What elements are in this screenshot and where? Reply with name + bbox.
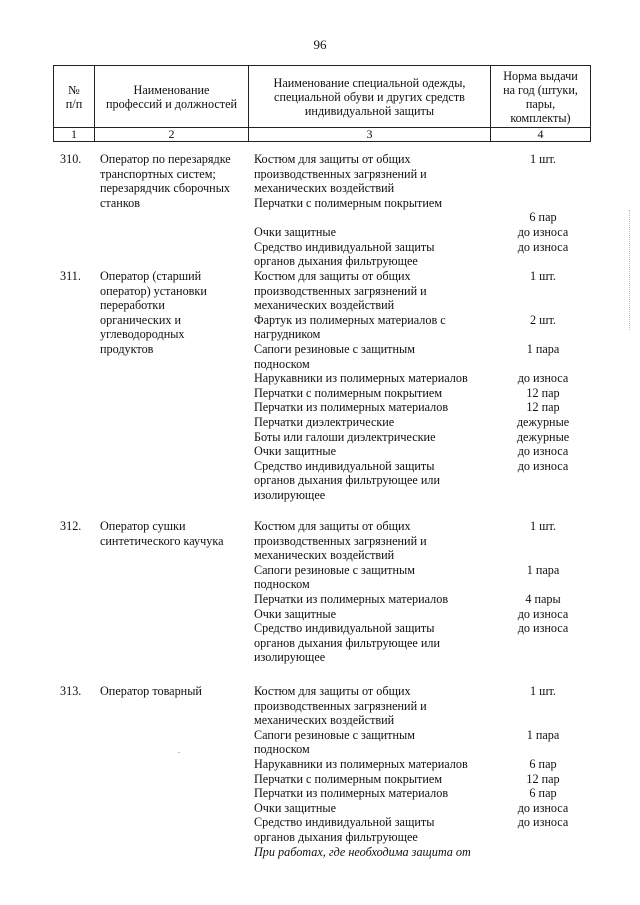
issue-norm — [500, 400, 586, 415]
profession-line: углеводородных — [100, 327, 185, 342]
column-number-4: 4 — [491, 128, 591, 142]
issue-norm-line: 12 пар — [526, 385, 560, 400]
equipment-item — [254, 772, 494, 787]
equipment-name-line: Сапоги резиновые с защитным — [254, 562, 415, 577]
issue-norm — [500, 684, 586, 699]
header-text-line: на год (штуки, — [503, 82, 578, 97]
header-col-equipment — [249, 66, 491, 128]
equipment-item — [254, 196, 494, 211]
issue-norm — [500, 430, 586, 445]
profession-line: синтетического каучука — [100, 533, 224, 548]
issue-norm — [500, 342, 586, 357]
profession-name — [100, 519, 250, 548]
entry-number: 312. — [60, 519, 82, 533]
equipment-name-line: производственных загрязнений и — [254, 698, 427, 713]
equipment-item — [254, 801, 494, 816]
profession-line: Оператор по перезарядке — [100, 152, 231, 166]
issue-norm-line: до износа — [517, 815, 569, 830]
equipment-item — [254, 592, 494, 607]
equipment-name-line: органов дыхания фильтрующее — [254, 254, 418, 269]
equipment-item — [254, 519, 494, 563]
header-text-line: № — [68, 82, 80, 97]
equipment-item — [254, 815, 494, 844]
issue-norm-line: 1 шт. — [530, 152, 556, 166]
issue-norm-line: 6 пар — [529, 786, 557, 801]
equipment-item — [254, 786, 494, 801]
equipment-name-line: производственных загрязнений и — [254, 533, 427, 548]
equipment-name-line: подноском — [254, 356, 310, 371]
equipment-name-line: Нарукавники из полимерных материалов — [254, 757, 468, 771]
equipment-name-line: подноском — [254, 577, 310, 592]
equipment-item — [254, 342, 494, 371]
issue-norm — [500, 459, 586, 474]
issue-norm — [500, 386, 586, 401]
equipment-name-line: Перчатки диэлектрические — [254, 415, 395, 429]
header-text-line: комплекты) — [510, 110, 571, 125]
column-number-1: 1 — [54, 128, 95, 142]
issue-norm — [500, 240, 586, 255]
issue-norm — [500, 269, 586, 284]
header-text-line: Наименование — [133, 82, 210, 97]
equipment-name-line: Очки защитные — [254, 606, 336, 621]
equipment-item — [254, 563, 494, 592]
profession-name — [100, 269, 250, 357]
header-text-line: индивидуальной защиты — [304, 103, 435, 118]
equipment-item — [254, 400, 494, 415]
header-text-line: специальной обуви и других средств — [274, 89, 465, 104]
profession-line: Оператор сушки — [100, 519, 186, 533]
equipment-item — [254, 240, 494, 269]
equipment-item — [254, 313, 494, 342]
profession-line: транспортных систем; — [100, 166, 216, 181]
equipment-name-line: производственных загрязнений и — [254, 166, 427, 181]
equipment-name-line: нагрудником — [254, 327, 321, 342]
issue-norm-line: 12 пар — [526, 771, 560, 786]
issue-norm-line: до износа — [517, 371, 569, 386]
issue-norm-line: до износа — [517, 225, 569, 239]
equipment-item — [254, 728, 494, 757]
equipment-name-line: Костюм для защиты от общих — [254, 684, 411, 698]
issue-norm-line: дежурные — [516, 415, 570, 429]
equipment-item — [254, 607, 494, 622]
header-col-norm — [491, 66, 591, 128]
profession-line: перезарядчик сборочных — [100, 181, 230, 196]
issue-norm — [500, 621, 586, 636]
profession-name — [100, 684, 250, 699]
equipment-name-line: Сапоги резиновые с защитным — [254, 342, 415, 356]
equipment-item — [254, 430, 494, 445]
header-text-line: Норма выдачи — [503, 68, 578, 83]
equipment-name-line: Перчатки с полимерным покрытием — [254, 195, 443, 210]
profession-line: переработки — [100, 298, 165, 313]
header-text-line: Наименование специальной одежды, — [273, 75, 466, 90]
equipment-name-line: Костюм для защиты от общих — [254, 269, 411, 283]
equipment-name-line: Средство индивидуальной защиты — [254, 458, 435, 473]
issue-norm-line: 1 пара — [526, 727, 560, 742]
header-col-number — [54, 66, 95, 128]
entry-number: 310. — [60, 152, 82, 166]
equipment-name-line: изолирующее — [254, 650, 326, 665]
issue-norm-line: дежурные — [516, 429, 570, 444]
issue-norm-line: до износа — [517, 621, 569, 636]
issue-norm-line: 1 пара — [526, 342, 560, 356]
equipment-name-line: Нарукавники из полимерных материалов — [254, 371, 468, 386]
issue-norm-line: до износа — [517, 458, 569, 473]
header-col-profession — [95, 66, 249, 128]
issue-norm-line: до износа — [517, 239, 569, 254]
issue-norm — [500, 757, 586, 772]
issue-norm — [500, 152, 586, 167]
issue-norm-line: 2 шт. — [530, 312, 556, 327]
issue-norm-line: 1 шт. — [530, 269, 556, 283]
scan-dot — [178, 752, 180, 753]
issue-norm — [500, 415, 586, 430]
profession-line: оператор) установки — [100, 283, 207, 298]
equipment-name-line: производственных загрязнений и — [254, 283, 427, 298]
equipment-name-line: Перчатки из полимерных материалов — [254, 400, 449, 415]
header-text-line: пары, — [525, 96, 556, 111]
issue-norm-line: 1 шт. — [530, 519, 556, 533]
scan-edge-mark — [629, 210, 631, 330]
equipment-item — [254, 386, 494, 401]
issue-norm — [500, 196, 586, 225]
issue-norm — [500, 815, 586, 830]
header-text-line: п/п — [65, 96, 83, 111]
equipment-name-line: механических воздействий — [254, 181, 395, 196]
equipment-item — [254, 684, 494, 728]
issue-norm-line: 4 пары — [525, 592, 561, 606]
equipment-item — [254, 757, 494, 772]
issue-norm-line — [500, 196, 586, 211]
issue-norm — [500, 444, 586, 459]
equipment-name-line: подноском — [254, 742, 310, 757]
issue-norm — [500, 371, 586, 386]
equipment-item — [254, 269, 494, 313]
equipment-name-line: Перчатки из полимерных материалов — [254, 592, 449, 606]
profession-line: станков — [100, 195, 140, 210]
issue-norm — [500, 786, 586, 801]
equipment-name-line: Средство индивидуальной защиты — [254, 621, 435, 636]
issue-norm — [500, 313, 586, 328]
entry-number: 313. — [60, 684, 82, 698]
page-number: 96 — [313, 37, 327, 52]
issue-norm-line: 6 пар — [529, 210, 557, 225]
equipment-name-line: органов дыхания фильтрующее — [254, 829, 418, 844]
profession-line: продуктов — [100, 341, 154, 356]
equipment-name-line: Средство индивидуальной защиты — [254, 239, 435, 254]
equipment-name-line: Перчатки с полимерным покрытием — [254, 385, 443, 400]
equipment-name-line: Очки защитные — [254, 800, 336, 815]
profession-line: Оператор товарный — [100, 684, 202, 698]
issue-norm-line: 12 пар — [526, 400, 560, 415]
equipment-name-line: Очки защитные — [254, 225, 336, 239]
equipment-item — [254, 415, 494, 430]
issue-norm — [500, 772, 586, 787]
equipment-name-line: Костюм для защиты от общих — [254, 152, 411, 166]
column-number-3: 3 — [249, 128, 491, 142]
issue-norm — [500, 563, 586, 578]
equipment-name-line: Фартук из полимерных материалов с — [254, 312, 446, 327]
issue-norm-line: 1 пара — [526, 562, 560, 577]
entry-number: 311. — [60, 269, 81, 283]
issue-norm — [500, 225, 586, 240]
equipment-name-line: Перчатки из полимерных материалов — [254, 786, 449, 801]
issue-norm — [500, 607, 586, 622]
equipment-name-line: механических воздействий — [254, 298, 395, 313]
issue-norm-line: до износа — [517, 800, 569, 815]
equipment-item — [254, 152, 494, 196]
column-number-2: 2 — [95, 128, 249, 142]
equipment-name-line: механических воздействий — [254, 548, 395, 563]
equipment-name-line: органов дыхания фильтрующее или — [254, 473, 441, 488]
issue-norm-line: 6 пар — [529, 757, 557, 771]
equipment-name-line: Средство индивидуальной защиты — [254, 815, 435, 830]
equipment-item — [254, 371, 494, 386]
equipment-name-line: Перчатки с полимерным покрытием — [254, 771, 443, 786]
issue-norm-line: до износа — [517, 444, 569, 459]
equipment-name-line: Боты или галоши диэлектрические — [254, 429, 436, 444]
equipment-name-line: Костюм для защиты от общих — [254, 519, 411, 533]
table-header — [53, 65, 591, 142]
equipment-item — [254, 459, 494, 503]
entry-note: При работах, где необходима защита от — [254, 844, 471, 859]
issue-norm-line: 1 шт. — [530, 684, 556, 698]
equipment-name-line: изолирующее — [254, 487, 326, 502]
equipment-item — [254, 225, 494, 240]
issue-norm — [500, 519, 586, 534]
equipment-item — [254, 621, 494, 665]
equipment-name-line: Сапоги резиновые с защитным — [254, 727, 415, 742]
issue-norm — [500, 592, 586, 607]
equipment-item — [254, 444, 494, 459]
issue-norm — [500, 801, 586, 816]
header-text-line: профессий и должностей — [105, 96, 238, 111]
equipment-name-line: органов дыхания фильтрующее или — [254, 635, 441, 650]
profession-name — [100, 152, 250, 210]
issue-norm-line: до износа — [517, 606, 569, 621]
issue-norm — [500, 728, 586, 743]
equipment-name-line: механических воздействий — [254, 713, 395, 728]
profession-line: органических и — [100, 312, 181, 327]
equipment-name-line: Очки защитные — [254, 444, 336, 459]
profession-line: Оператор (старший — [100, 269, 202, 283]
